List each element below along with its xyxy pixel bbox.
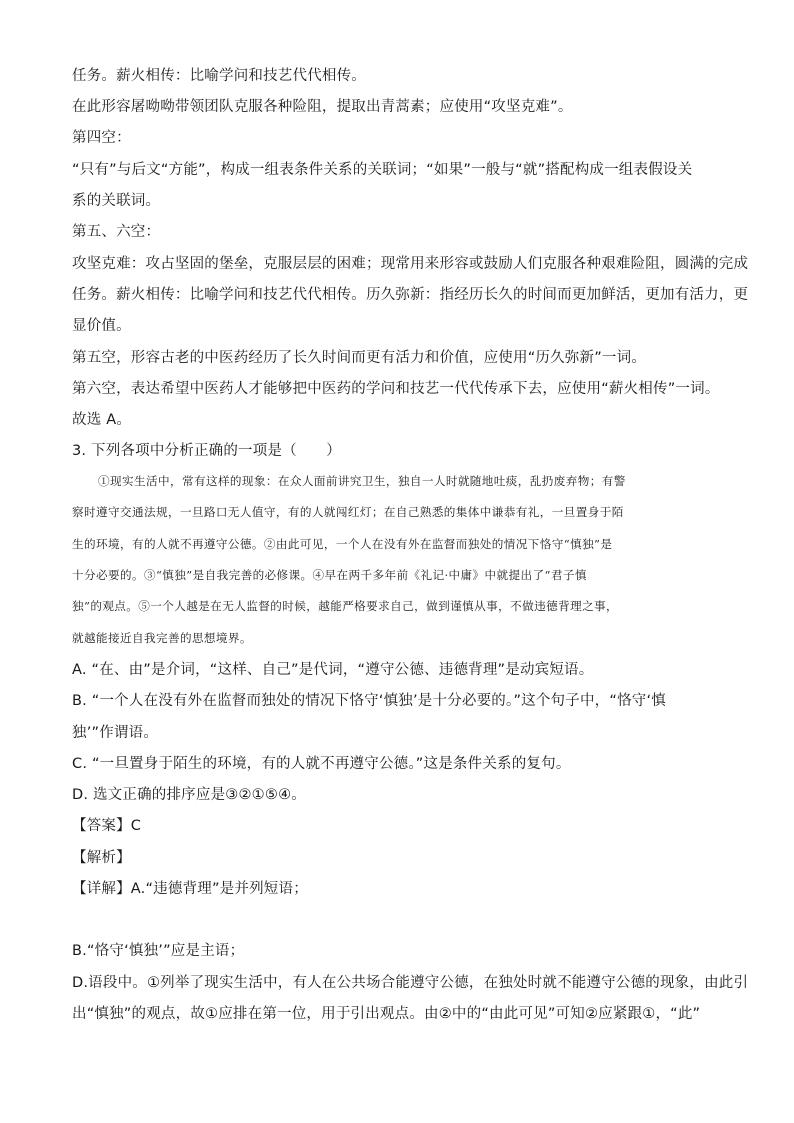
analysis-label: 【解析】 [72, 850, 131, 866]
question-title: 3. 下列各项中分析正确的一项是（ ） [72, 443, 341, 459]
text-line: 第五空，形容古老的中医药经历了长久时间而更有活力和价值，应使用“历久弥新”一词。 [72, 350, 647, 366]
section-heading: 第五、六空： [72, 224, 161, 240]
option-a: A. “在、由”是介词，“这样、自己”是代词，“遵守公德、违德背理”是动宾短语。 [72, 662, 594, 678]
text-line: 第六空，表达希望中医药人才能够把中医药的学问和技艺一代代传承下去，应使用“薪火相传”一词。 [72, 381, 720, 397]
option-b-cont: 独’”作谓语。 [72, 725, 159, 741]
passage-line: 察时遵守交通法规，一旦路口无人值守，有的人就闯红灯；在自己熟悉的集体中谦恭有礼，一旦置身于陌 [72, 505, 624, 519]
detail-line: 【详解】A.“违德背理”是并列短语； [72, 881, 308, 897]
option-c: C. “一旦置身于陌生的环境，有的人就不再遵守公德。”这是条件关系的复句。 [72, 756, 571, 772]
passage-line: 生的环境，有的人就不再遵守公德。②由此可见，一个人在没有外在监督而独处的情况下恪守“慎独”是 [72, 537, 613, 551]
text-line: “只有”与后文“方能”，构成一组表条件关系的关联词；“如果”一般与“就”搭配构成一组表假设关 [72, 162, 693, 178]
text-line: 系的关联词。 [72, 193, 161, 209]
passage-line: 独”的观点。⑤一个人越是在无人监督的时候，越能严格要求自己，做到谨慎从事，不做违德背理之事， [72, 599, 619, 613]
section-heading: 第四空： [72, 130, 131, 146]
text-line: B.“恪守‘慎独’”应是主语； [72, 943, 245, 959]
text-line: 任务。薪火相传：比喻学问和技艺代代相传。历久弥新：指经历长久的时间而更加鲜活，更加有活力，更 [72, 287, 749, 303]
text-line: 攻坚克难：攻占坚固的堡垒，克服层层的困难；现常用来形容或鼓励人们克服各种艰难险阻，圆满的完成 [72, 256, 749, 272]
passage-line: 就越能接近自我完善的思想境界。 [72, 631, 252, 645]
option-d: D. 选文正确的排序应是③②①⑤④。 [72, 787, 306, 803]
option-b: B. “一个人在没有外在监督而独处的情况下恪守‘慎独’是十分必要的。”这个句子中，“恪守‘慎 [72, 693, 666, 709]
text-line: 出“慎独”的观点，故①应排在第一位，用于引出观点。由②中的“由此可见”可知②应紧跟①，“此” [72, 1006, 701, 1022]
text-line: D.语段中。①列举了现实生活中，有人在公共场合能遵守公德，在独处时就不能遵守公德的现象，由此引 [72, 975, 749, 991]
text-line: 故选 A。 [72, 412, 132, 428]
passage-line: 十分必要的。③“慎独”是自我完善的必修课。④早在两千多年前《礼记·中庸》中就提出了“君子慎 [72, 568, 587, 582]
text-line: 在此形容屠呦呦带领团队克服各种险阻，提取出青蒿素；应使用“攻坚克难”。 [72, 99, 573, 115]
answer-label: 【答案】C [72, 818, 142, 834]
text-line: 任务。薪火相传：比喻学问和技艺代代相传。 [72, 68, 366, 84]
passage-line: ①现实生活中，常有这样的现象：在众人面前讲究卫生，独自一人时就随地吐痰，乱扔废弃物；有警 [98, 474, 626, 488]
text-line: 显价值。 [72, 318, 131, 334]
